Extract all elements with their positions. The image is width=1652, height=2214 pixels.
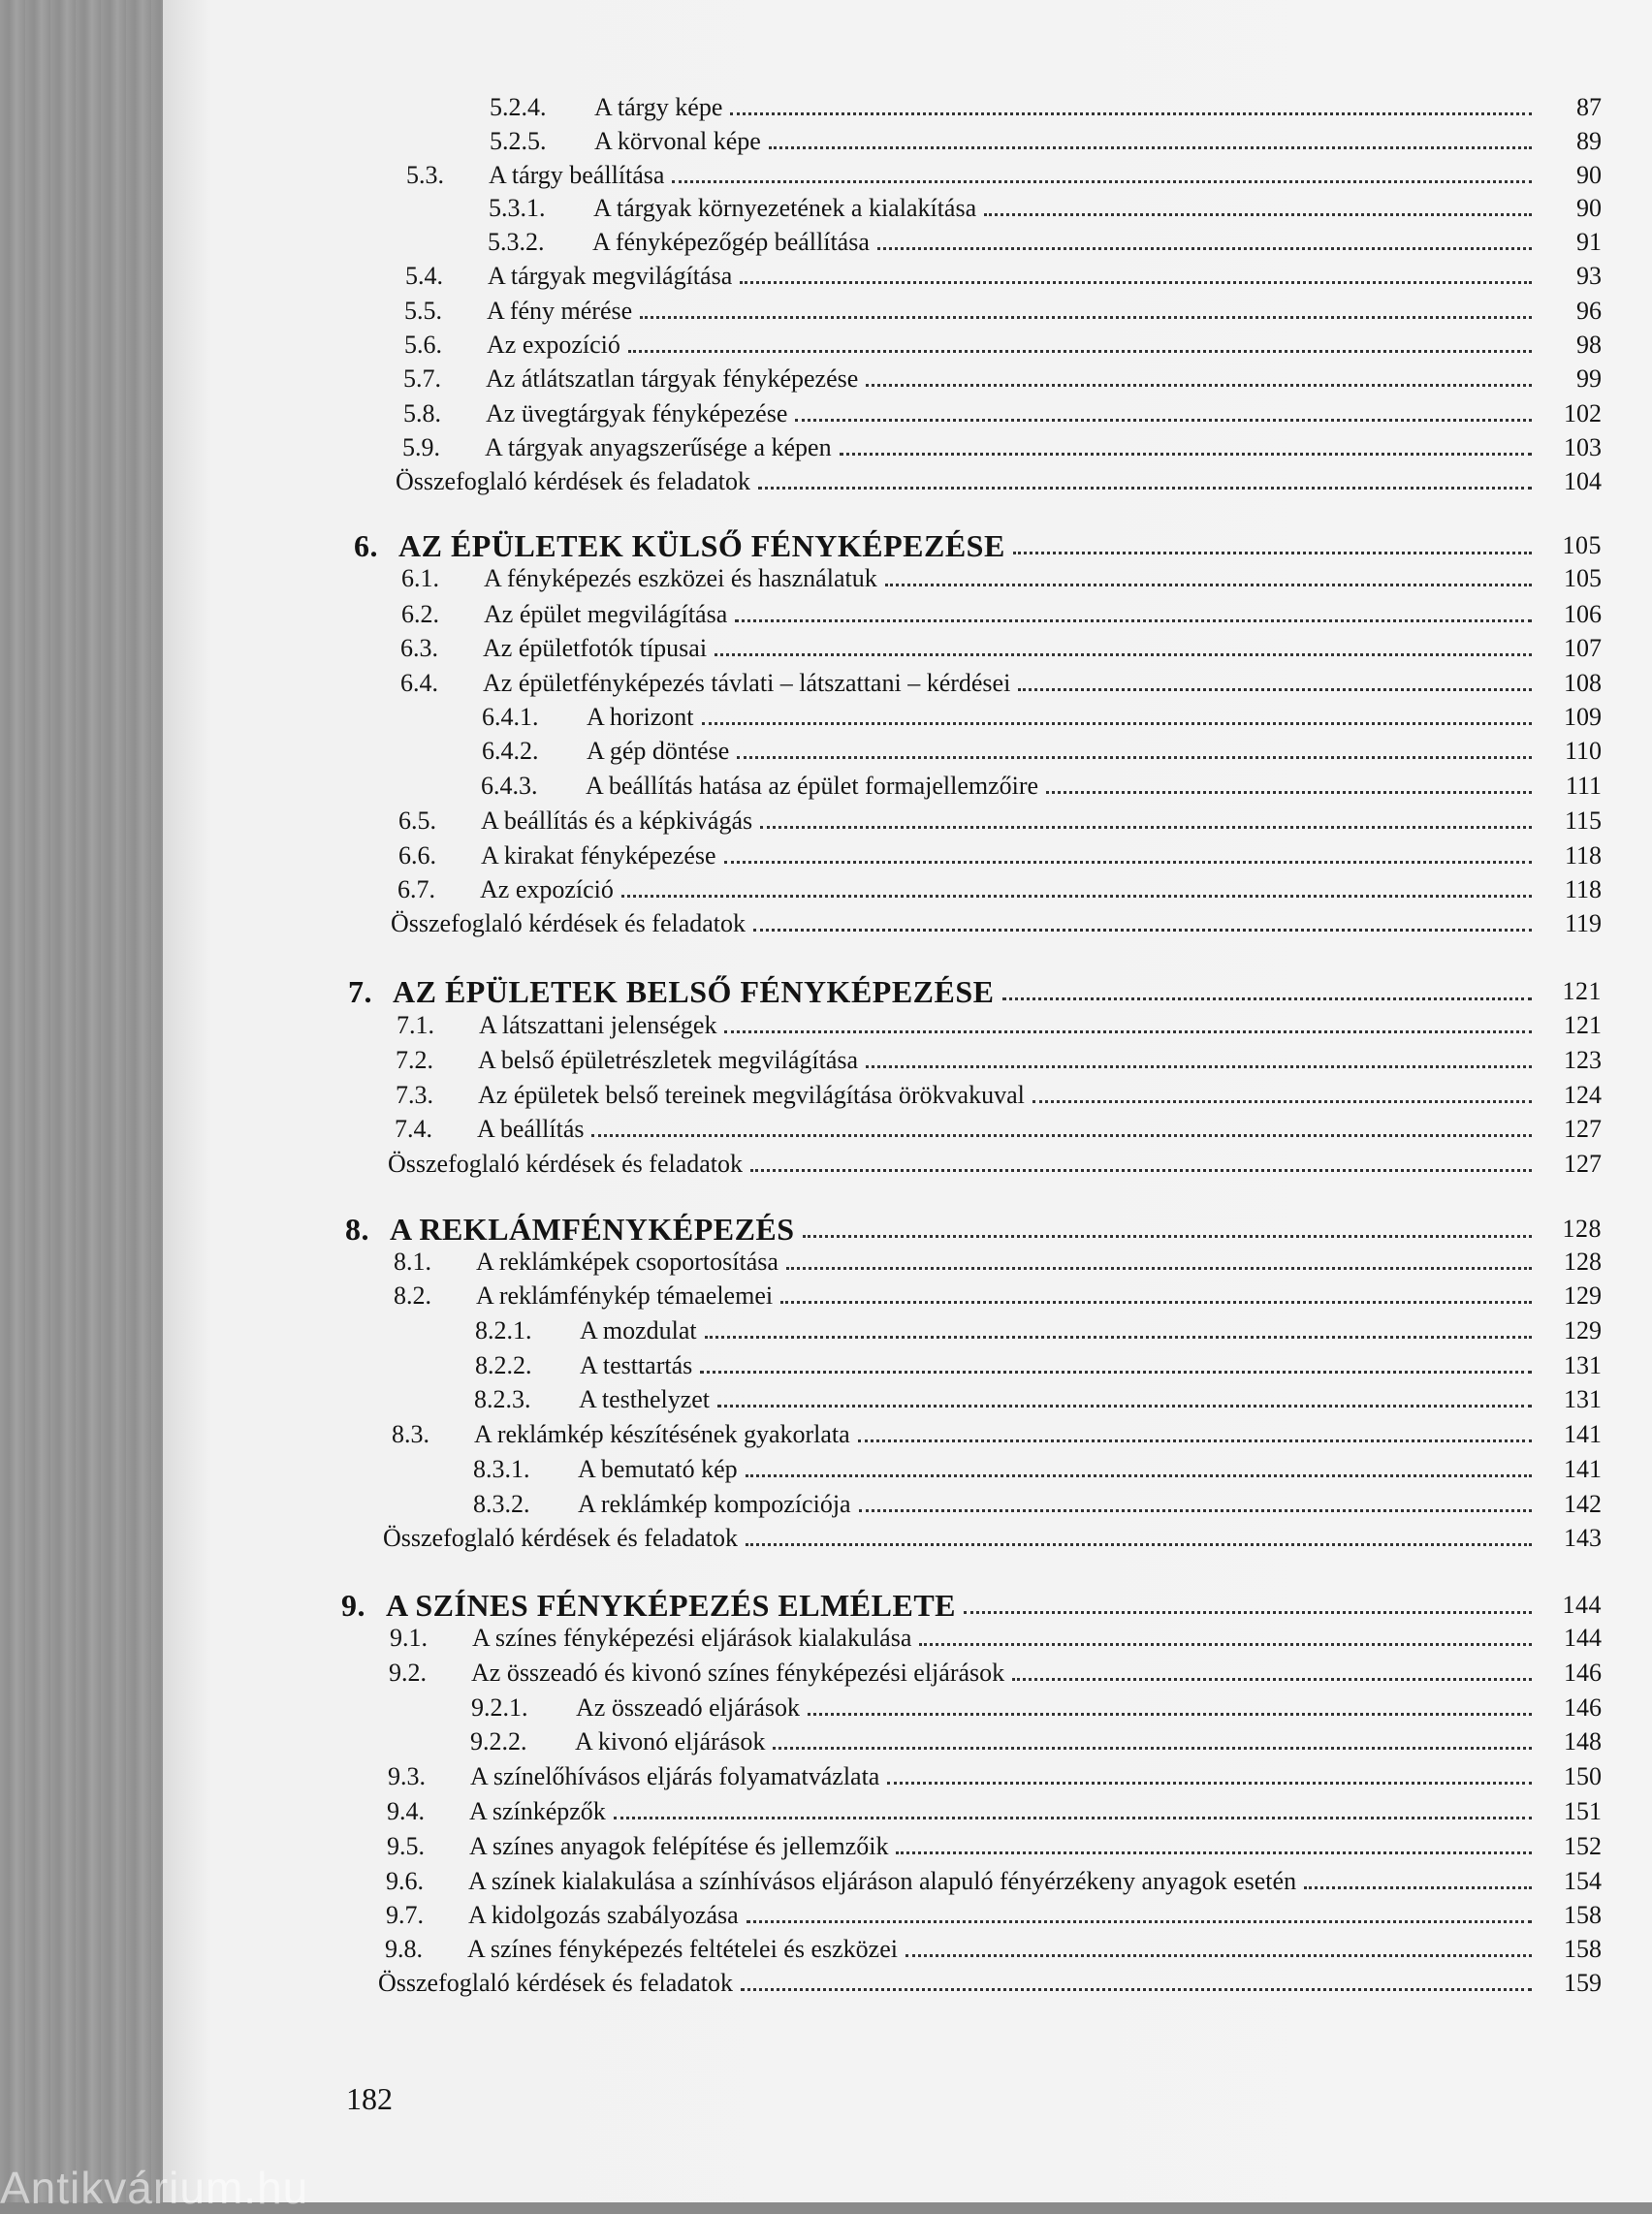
toc-entry [406,157,1602,190]
toc-entry-title: Az átlátszatlan tárgyak fényképezése [486,364,859,393]
dot-leader [724,1030,1532,1033]
toc-entry-page: 129 [1564,1316,1602,1344]
toc-entry-number: 9.7. [386,1901,424,1929]
toc-entry-page: 115 [1564,807,1602,835]
dot-leader [858,1439,1532,1442]
dot-leader [715,653,1532,656]
toc-entry-page: 103 [1564,433,1602,461]
toc-entry-title: Az épületfotók típusai [483,634,708,662]
dot-leader [887,1782,1532,1785]
toc-entry-title: A színes fényképezési eljárások kialakulása [472,1624,912,1652]
toc-entry [481,768,1602,801]
toc-entry-number: 8.3. [392,1420,429,1448]
toc-chapter [341,1584,1602,1623]
toc-entry-title: A színek kialakulása a színhívásos eljáráson alapuló fényérzékeny anyagok esetén [468,1867,1297,1895]
dot-leader [773,1747,1532,1750]
toc-entry-number: 5.6. [404,331,442,359]
toc-entry [400,665,1602,698]
toc-chapter [348,970,1602,1009]
dot-leader [1046,791,1532,794]
toc-entry-title: A testtartás [580,1351,693,1379]
dot-leader [877,247,1532,250]
toc-entry-title: A kidolgozás szabályozása [468,1901,739,1929]
toc-entry-title: A tárgy beállítása [489,161,665,189]
toc-entry-number: 6.4.1. [482,703,539,731]
toc-entry [397,871,1602,904]
dot-leader [717,1405,1532,1407]
toc-entry [389,1655,1602,1688]
toc-entry-title: A beállítás [477,1115,585,1143]
toc-entry-title: A színképzők [469,1797,606,1825]
toc-entry-title: Az expozíció [480,875,614,903]
toc-entry [397,1007,1602,1040]
toc-entry-page: 91 [1576,228,1602,256]
dot-leader [1018,688,1532,691]
dot-leader [866,384,1532,387]
toc-entry-page: 109 [1564,703,1602,731]
toc-entry-page: 98 [1576,331,1602,359]
toc-entry-title: Az épületek belső tereinek megvilágítása örökvakuval [478,1081,1025,1109]
dot-leader [705,1336,1532,1339]
dot-leader [1013,552,1532,554]
toc-entry-page: 151 [1564,1797,1602,1825]
dot-leader [746,1474,1532,1477]
toc-entry-page: 142 [1564,1490,1602,1518]
toc-entry [482,699,1602,732]
toc-entry-number: 6.5. [398,807,436,835]
dot-leader [591,1134,1532,1137]
toc-entry-page: 99 [1576,364,1602,393]
toc-entry-page: 158 [1564,1935,1602,1963]
dot-leader [1002,997,1533,1000]
toc-entry-page: 141 [1564,1420,1602,1448]
dot-leader [758,487,1532,490]
toc-entry-page: 131 [1564,1385,1602,1413]
dot-leader [859,1509,1532,1512]
toc-entry-title: A gép döntése [587,737,730,765]
toc-entry-title: A színes fényképezés feltételei és eszközei [467,1935,898,1963]
toc-entry-number: 6.1. [401,564,439,592]
dot-leader [786,1267,1532,1270]
toc-entry-page: 121 [1562,977,1602,1005]
toc-entry-page: 107 [1564,634,1602,662]
dot-leader [735,619,1532,622]
toc-entry-number: 5.3.1. [489,194,546,222]
toc-entry-number: 8.2.2. [475,1351,532,1379]
toc-entry-title: Az üvegtárgyak fényképezése [486,399,788,427]
toc-entry-number: 8.2. [394,1281,431,1310]
toc-entry-page: 118 [1564,841,1602,870]
toc-entry-number: 8.1. [394,1248,431,1276]
toc-entry-number: 6.3. [400,634,438,662]
dot-leader [750,1169,1532,1172]
toc-entry-title: Az összeadó eljárások [576,1693,801,1722]
toc-entry-title: A kivonó eljárások [575,1727,766,1755]
toc-entry-page: 102 [1564,399,1602,427]
dot-leader [840,453,1532,456]
toc-summary [378,1965,1602,1998]
toc-entry-page: 128 [1564,1248,1602,1276]
toc-entry-number: 9.2.1. [471,1693,528,1722]
toc-entry-page: 119 [1564,909,1602,937]
toc-entry-number: 9.4. [387,1797,425,1825]
dot-leader [740,281,1532,284]
toc-entry-page: 105 [1562,531,1602,559]
toc-entry-title: A fény mérése [487,297,633,325]
toc-entry-page: 127 [1564,1150,1602,1178]
toc-entry-page: 106 [1564,600,1602,628]
toc-entry-title: A beállítás hatása az épület formajellemzőire [586,772,1039,800]
toc-entry-title: Összefoglaló kérdések és feladatok [396,467,751,495]
toc-entry [401,596,1602,629]
toc-entry [404,293,1602,326]
toc-entry-page: 144 [1562,1591,1602,1619]
toc-entry [405,258,1602,291]
toc-entry-number: 5.3.2. [488,228,545,256]
toc-entry [396,1042,1602,1075]
toc-entry-page: 104 [1564,467,1602,495]
toc-entry-title: Az épület megvilágítása [484,600,728,628]
toc-entry [482,733,1602,766]
dot-leader [760,826,1532,829]
toc-entry-title: A tárgyak környezetének a kialakítása [593,194,977,222]
toc-entry-page: 146 [1564,1659,1602,1687]
toc-entry-title: Összefoglaló kérdések és feladatok [388,1150,744,1178]
toc-entry-title: A tárgyak megvilágítása [488,262,733,290]
toc-entry-page: 128 [1562,1215,1602,1243]
toc-summary [396,463,1602,496]
toc-entry-title: A reklámkép kompozíciója [578,1490,851,1518]
toc-entry-title: AZ ÉPÜLETEK KÜLSŐ FÉNYKÉPEZÉSE [398,528,1005,563]
dot-leader [866,1065,1532,1068]
toc-entry-title: A látszattani jelenségek [479,1011,717,1039]
toc-entry-page: 144 [1564,1624,1602,1652]
dot-leader [741,1988,1532,1991]
toc-entry [394,1278,1602,1311]
toc-entry-page: 105 [1564,564,1602,592]
dot-leader [672,180,1532,183]
toc-entry-number: 6.6. [398,841,436,870]
toc-entry-title: Az expozíció [487,331,620,359]
toc-entry-page: 118 [1564,875,1602,903]
toc-entry [401,560,1602,593]
toc-entry-page: 121 [1564,1011,1602,1039]
toc-entry-page: 131 [1564,1351,1602,1379]
toc-entry [398,803,1602,836]
dot-leader [628,350,1532,353]
toc-entry-page: 146 [1564,1693,1602,1722]
toc-entry [403,395,1602,428]
dot-leader [905,1954,1532,1957]
toc-entry-title: A bemutató kép [578,1455,738,1483]
toc-entry [387,1828,1602,1861]
toc-chapter [354,524,1602,563]
toc-entry [489,190,1602,223]
dot-leader [964,1611,1532,1614]
toc-entry-page: 93 [1576,262,1602,290]
toc-entry [387,1793,1602,1826]
toc-entry-title: A színelőhívásos eljárás folyamatvázlata [470,1762,880,1790]
toc-entry [475,1347,1602,1380]
toc-entry-title: Összefoglaló kérdések és feladatok [378,1969,734,1997]
dot-leader [769,146,1532,149]
toc-entry-title: A reklámkép készítésének gyakorlata [474,1420,850,1448]
toc-entry-number: 6.2. [401,600,439,628]
dot-leader [1304,1886,1532,1889]
toc-entry-number: 6. [354,528,378,563]
toc-entry-title: A reklámfénykép témaelemei [476,1281,774,1310]
dot-leader [896,1851,1532,1854]
toc-entry [490,123,1602,156]
dot-leader [1032,1100,1532,1103]
dot-leader [803,1235,1532,1238]
toc-summary [383,1520,1602,1553]
dot-leader [702,722,1533,725]
toc-entry-number: 5.5. [404,297,442,325]
dot-leader [737,756,1532,759]
toc-entry-number: 5.7. [403,364,441,393]
toc-entry-title: Az összeadó és kivonó színes fényképezési eljárások [471,1659,1005,1687]
toc-entry-title: A tárgy képe [594,93,723,121]
toc-entry-number: 9.2. [389,1659,427,1687]
toc-entry-title: A beállítás és a képkivágás [481,807,753,835]
toc-entry-title: A testhelyzet [579,1385,711,1413]
dot-leader [919,1643,1532,1646]
toc-entry-number: 9. [341,1588,365,1623]
toc-entry-number: 8.2.1. [475,1316,532,1344]
toc-entry-number: 9.2.2. [470,1727,527,1755]
toc-entry [400,630,1602,663]
toc-entry-number: 7.2. [396,1046,433,1074]
toc-entry [470,1724,1602,1756]
dot-leader [724,861,1532,864]
toc-entry [390,1620,1602,1653]
dot-leader [746,1543,1532,1546]
dot-leader [808,1713,1532,1716]
toc-entry-title: A SZÍNES FÉNYKÉPEZÉS ELMÉLETE [386,1588,957,1623]
toc-entry-title: A reklámképek csoportosítása [476,1248,778,1276]
toc-entry-page: 108 [1564,669,1602,697]
toc-entry-page: 90 [1576,161,1602,189]
toc-entry-page: 150 [1564,1762,1602,1790]
toc-entry [398,838,1602,870]
toc-chapter [345,1208,1602,1247]
toc-entry [392,1416,1602,1449]
toc-entry-number: 7. [348,974,372,1009]
toc-entry-page: 129 [1564,1281,1602,1310]
toc-entry-title: A kirakat fényképezése [481,841,716,870]
toc-entry-number: 8.3.1. [473,1455,530,1483]
dot-leader [614,1817,1532,1819]
dot-leader [885,584,1532,586]
toc-entry-number: 5.4. [405,262,443,290]
toc-entry-page: 110 [1564,737,1602,765]
toc-entry-number: 9.1. [390,1624,428,1652]
toc-entry [386,1897,1602,1930]
toc-entry-page: 87 [1576,93,1602,121]
toc-summary [391,905,1602,938]
toc-entry [388,1758,1602,1791]
toc-entry-title: Az épületfényképezés távlati – látszattani – kérdései [483,669,1011,697]
toc-entry [396,1077,1602,1110]
toc-entry-number: 9.8. [385,1935,423,1963]
dot-leader [640,316,1532,319]
toc-entry-number: 6.4. [400,669,438,697]
dot-leader [747,1920,1532,1923]
toc-entry-page: 89 [1576,127,1602,155]
toc-entry-title: A fényképezés eszközei és használatuk [484,564,877,592]
toc-entry-number: 5.3. [406,161,444,189]
toc-entry [473,1486,1602,1519]
toc-entry [404,327,1602,360]
toc-entry-page: 148 [1564,1727,1602,1755]
toc-entry-number: 6.4.3. [481,772,538,800]
toc-entry-number: 8.3.2. [473,1490,530,1518]
toc-entry-number: 5.2.5. [490,127,547,155]
toc-entry [385,1931,1602,1964]
page-number: 182 [346,2081,393,2116]
toc-entry [488,224,1602,257]
toc-entry-title: A REKLÁMFÉNYKÉPEZÉS [390,1212,795,1247]
toc-entry [475,1313,1602,1345]
toc-entry-title: A körvonal képe [594,127,761,155]
toc-entry-title: A tárgyak anyagszerűsége a képen [485,433,832,461]
watermark: Antikvárium.hu [0,2163,309,2213]
toc-entry-title: A mozdulat [580,1316,697,1344]
toc-entry [471,1690,1602,1723]
toc-entry [474,1381,1602,1414]
toc-entry-title: Összefoglaló kérdések és feladatok [391,909,747,937]
toc-entry-page: 143 [1564,1524,1602,1552]
toc-entry-page: 154 [1564,1867,1602,1895]
dot-leader [753,929,1532,932]
dot-leader [730,112,1532,115]
toc-entry-number: 8. [345,1212,369,1247]
toc-entry-number: 9.5. [387,1832,425,1860]
toc-entry-number: 6.4.2. [482,737,539,765]
toc-entry-number: 5.9. [402,433,440,461]
toc-entry-number: 5.2.4. [490,93,547,121]
toc-entry [403,361,1602,394]
toc-entry-number: 7.1. [397,1011,434,1039]
toc-entry-page: 141 [1564,1455,1602,1483]
dot-leader [795,419,1532,422]
toc-entry-page: 123 [1564,1046,1602,1074]
toc-entry-title: A belső épületrészletek megvilágítása [478,1046,859,1074]
background-left [0,0,170,2202]
toc-entry-number: 7.4. [395,1115,432,1143]
toc-entry [386,1863,1602,1896]
toc-entry-title: A színes anyagok felépítése és jellemzőik [469,1832,889,1860]
dot-leader [984,213,1532,216]
toc-entry-page: 127 [1564,1115,1602,1143]
toc-entry-page: 111 [1565,772,1602,800]
toc-entry-number: 5.8. [403,399,441,427]
toc-entry-page: 90 [1576,194,1602,222]
dot-leader [621,895,1532,898]
toc-entry [394,1244,1602,1277]
toc-entry [473,1451,1602,1484]
toc-entry-page: 158 [1564,1901,1602,1929]
toc-entry-title: A fényképezőgép beállítása [592,228,870,256]
toc-summary [388,1146,1602,1179]
toc-entry-page: 96 [1576,297,1602,325]
dot-leader [700,1371,1532,1374]
toc-entry-title: A horizont [587,703,694,731]
toc-entry-number: 9.3. [388,1762,426,1790]
toc-entry-page: 159 [1564,1969,1602,1997]
toc-entry-page: 152 [1564,1832,1602,1860]
toc-entry-title: Összefoglaló kérdések és feladatok [383,1524,739,1552]
toc-entry-page: 124 [1564,1081,1602,1109]
toc-entry-number: 7.3. [396,1081,433,1109]
toc-entry-number: 9.6. [386,1867,424,1895]
toc-entry-number: 8.2.3. [474,1385,531,1413]
toc-entry-title: AZ ÉPÜLETEK BELSŐ FÉNYKÉPEZÉSE [393,974,995,1009]
toc-entry [395,1111,1602,1144]
dot-leader [780,1301,1532,1304]
toc-entry-number: 6.7. [397,875,435,903]
dot-leader [1012,1678,1532,1681]
toc-entry [402,429,1602,462]
toc-entry [490,89,1602,122]
